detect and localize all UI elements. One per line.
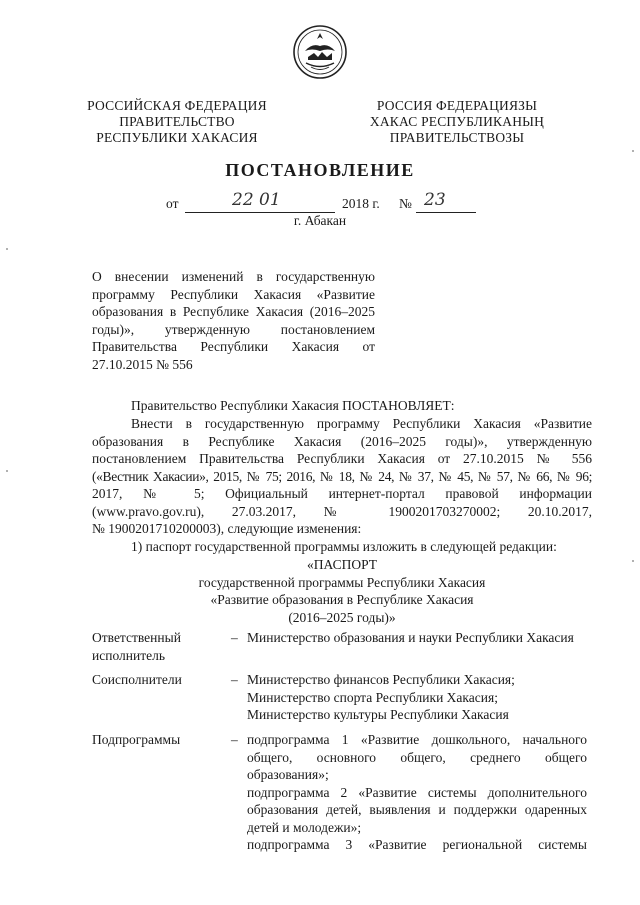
passport-row-label-responsible <box>92 629 232 664</box>
body-paragraph-1 <box>92 415 592 538</box>
header-left <box>82 98 272 146</box>
passport-row-label-coexecutors <box>92 671 232 689</box>
passport-row-value-coexecutors <box>247 671 587 724</box>
label-line: Соисполнители <box>92 672 182 687</box>
header-right <box>362 98 552 146</box>
passport-title-line: «ПАСПОРТ <box>307 557 377 572</box>
header-left-line: РЕСПУБЛИКИ ХАКАСИЯ <box>96 130 258 145</box>
paragraph-line: образования в Республике Хакасия (2016–2025 годы)», утвержденную <box>92 433 592 449</box>
header-left-line: РОССИЙСКАЯ ФЕДЕРАЦИЯ <box>87 98 267 113</box>
document-subject: О внесении изменений в государственную программу Республики Хакасия «Развитие образования в Республике Хакасия (2016–2025 годы)», утвержденную постановлением Правительства Республики Хакасия от 27.10.2015 № 556 <box>92 269 375 372</box>
scan-mark <box>6 470 8 472</box>
label-line: исполнитель <box>92 647 165 663</box>
header-right-line: ПРАВИТЕЛЬСТВОЗЫ <box>389 130 525 145</box>
scan-mark <box>6 248 8 250</box>
value-line: образования детей, выявления и поддержки одаренных <box>247 802 587 817</box>
passport-title-line: «Развитие образования в Республике Хакасия <box>210 592 474 607</box>
handwritten-number: 23 <box>424 190 446 210</box>
paragraph-line: постановлением Правительства Республики Хакасия от 27.10.2015 № 556 <box>92 451 592 466</box>
document-title: ПОСТАНОВЛЕНИЕ <box>225 160 415 180</box>
value-line: Министерство финансов Республики Хакасия; <box>247 672 515 687</box>
number-sign: № <box>399 196 412 211</box>
paragraph-line: Внести в государственную программу Республики Хакасия «Развитие <box>131 416 592 431</box>
body-intro: Правительство Республики Хакасия ПОСТАНОВЛЯЕТ: <box>131 398 455 413</box>
passport-row-label-subprograms <box>92 731 232 749</box>
value-line: подпрограмма 1 «Развитие дошкольного, начального <box>247 732 587 747</box>
coat-of-arms-emblem <box>292 24 348 80</box>
paragraph-line: («Вестник Хакасии», 2015, № 75; 2016, № 18, № 24, № 37, № 45, № 57, № 66, № 96; <box>92 468 592 484</box>
label-line: Подпрограммы <box>92 732 181 747</box>
value-line: подпрограмма 3 «Развитие региональной системы <box>247 837 587 852</box>
value-line: Министерство спорта Республики Хакасия; <box>247 689 498 705</box>
value-line: Министерство культуры Республики Хакасия <box>247 707 509 722</box>
value-line: Министерство образования и науки Республики Хакасия <box>247 630 574 645</box>
date-prefix: от <box>166 196 179 211</box>
paragraph-line: (www.pravo.gov.ru), 27.03.2017, № 1900201703270002; 20.10.2017, <box>92 503 592 519</box>
date-year: 2018 г. <box>342 196 380 211</box>
handwritten-date: 22 01 <box>232 190 281 210</box>
passport-title <box>92 556 592 626</box>
value-line: подпрограмма 2 «Развитие системы дополнительного <box>247 784 587 800</box>
passport-dash: – <box>231 672 238 687</box>
paragraph-line: 2017, № 5; Официальный интернет-портал правовой информации <box>92 486 592 501</box>
city-line: г. Абакан <box>293 213 347 228</box>
value-line: общего, основного общего, среднего общего <box>247 749 587 765</box>
scan-mark <box>632 560 634 562</box>
value-line: образования»; <box>247 767 329 782</box>
header-right-line: РОССИЯ ФЕДЕРАЦИЯЗЫ <box>376 98 538 113</box>
passport-dash: – <box>231 732 238 747</box>
label-line: Ответственный <box>92 630 181 645</box>
header-right-line: ХАКАС РЕСПУБЛИКАНЫҢ <box>369 114 545 129</box>
passport-title-line: государственной программы Республики Хакасия <box>198 574 486 590</box>
header-left-line: ПРАВИТЕЛЬСТВО <box>119 114 235 129</box>
passport-row-value-subprograms <box>247 731 587 854</box>
passport-title-line: (2016–2025 годы)» <box>288 609 396 625</box>
scan-mark <box>632 150 634 152</box>
body-item-1: 1) паспорт государственной программы изложить в следующей редакции: <box>131 539 557 554</box>
paragraph-line: № 1900201710200003), следующие изменения: <box>92 521 362 536</box>
passport-dash: – <box>231 630 238 645</box>
passport-row-value-responsible <box>247 629 587 647</box>
value-line: детей и молодежи»; <box>247 819 362 835</box>
